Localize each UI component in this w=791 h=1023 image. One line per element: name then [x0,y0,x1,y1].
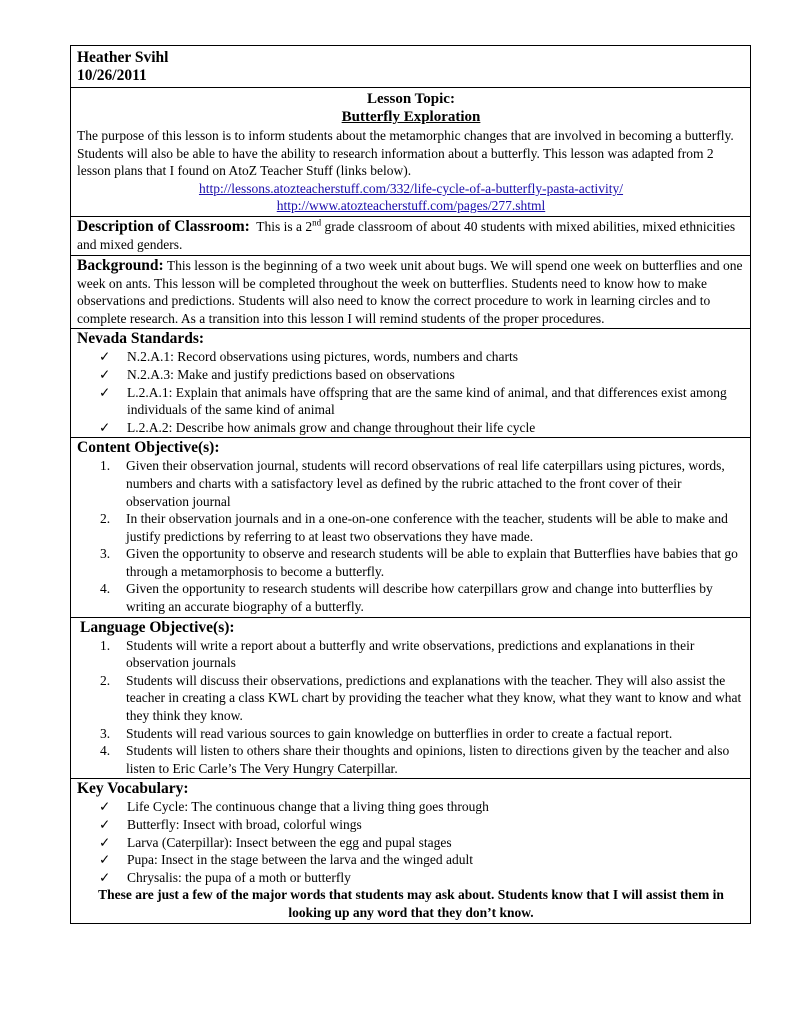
vocabulary-heading: Key Vocabulary: [77,780,189,798]
vocabulary-row [71,779,751,923]
item-number: 4. [100,743,111,759]
item-number: 1. [100,458,111,474]
checkmark-icon: ✓ [99,366,111,382]
standard-text: N.2.A.1: Record observations using pictures, words, numbers and charts [127,349,519,365]
list-item [77,510,745,545]
item-number: 4. [100,581,111,597]
topic-purpose: The purpose of this lesson is to inform students about the metamorphic changes that are involved in becoming a butterfly. Students will also be able to have the ability to research information about a butterfly. This lesson was adapted from 2 lesson plans that I found on AtoZ Teacher Stuff (links below). [77,128,734,179]
objective-text: Given the opportunity to research students will describe how caterpillars grow and change into butterflies by writing an accurate biography of a butterfly. [126,581,713,615]
classroom-superscript: nd [312,217,322,228]
checkmark-icon: ✓ [99,817,111,832]
list-item [77,348,745,366]
list-item [77,457,745,510]
standard-text: N.2.A.3: Make and justify predictions based on observations [127,366,455,382]
vocabulary-note: These are just a few of the major words that students may ask about. Students know that I will assist them in looking up any word that they don’t know. [98,887,724,920]
vocabulary-list [77,798,745,886]
vocabulary-term: Pupa: Insect in the stage between the larva and the winged adult [127,852,474,868]
checkmark-icon: ✓ [99,799,111,815]
language-objectives-heading: Language Objective(s): [80,618,235,636]
item-number: 1. [100,637,111,653]
list-item [77,366,745,384]
background-text: This lesson is the beginning of a two week unit about bugs. We will spend one week on butterflies and one week on ants. This lesson will be completed throughout the week on butterflies. Students need to know how to make observations and predictions. Students will also need to know the correct procedure to work in learning circles and to complete research. As a transition into this lesson I will remind students of the proper procedures. [77,257,743,326]
objective-text: Students will listen to others share their thoughts and opinions, listen to directions given by the teacher and also listen to Eric Carle’s The Very Hungry Caterpillar. [126,743,730,776]
topic-title: Butterfly Exploration [341,109,481,125]
standards-heading: Nevada Standards: [77,330,205,348]
standards-list [77,348,745,436]
classroom-text-after: grade classroom of about 40 students with mixed abilities, mixed ethnicities and mixed genders. [77,218,736,252]
background-row [71,255,751,329]
list-item [77,742,745,777]
header-row [71,46,751,88]
standards-row [71,329,751,438]
language-objectives-list [77,637,745,778]
list-item [77,725,745,743]
vocabulary-term: Butterfly: Insect with broad, colorful wings [127,817,362,832]
lesson-link-1[interactable]: http://lessons.atozteacherstuff.com/332/life-cycle-of-a-butterfly-pasta-activity/ [198,180,624,196]
lesson-date: 10/26/2011 [77,67,147,84]
checkmark-icon: ✓ [99,852,111,868]
lesson-plan-document [70,45,751,924]
content-objectives-row [71,438,751,617]
vocabulary-term: Larva (Caterpillar): Insect between the egg and pupal stages [127,834,452,850]
classroom-heading: Description of Classroom: [77,217,250,235]
list-item [77,798,745,816]
list-item [77,419,745,437]
checkmark-icon: ✓ [99,349,111,365]
item-number: 3. [100,546,111,562]
list-item [77,816,745,834]
checkmark-icon: ✓ [99,834,111,850]
background-heading: Background: [77,256,164,274]
vocabulary-term: Life Cycle: The continuous change that a living thing goes through [127,799,489,815]
lesson-link-2[interactable]: http://www.atozteacherstuff.com/pages/277.shtml [276,198,546,214]
standard-text: L.2.A.2: Describe how animals grow and change throughout their life cycle [127,419,536,435]
checkmark-icon: ✓ [99,869,111,885]
standard-text: L.2.A.1: Explain that animals have offspring that are the same kind of animal, and that differences exist among individuals of the same kind of animal [127,384,727,418]
author-name: Heather Svihl [77,49,169,66]
item-number: 2. [100,672,111,688]
objective-text: Students will discuss their observations, predictions and explanations with the teacher. They will also assist the teacher in creating a class KWL chart by providing the teacher what they know, what they want to know and what they think they know. [126,672,742,724]
vocabulary-term: Chrysalis: the pupa of a moth or butterfly [127,869,351,885]
objective-text: Students will read various sources to gain knowledge on butterflies in order to create a factual report. [126,725,673,741]
item-number: 2. [100,511,111,527]
list-item [77,851,745,869]
classroom-row [71,216,751,255]
list-item [77,672,745,725]
checkmark-icon: ✓ [99,384,111,400]
list-item [77,637,745,672]
topic-label: Lesson Topic: [367,91,455,107]
objective-text: Given the opportunity to observe and research students will be able to explain that Butterflies have babies that go through a metamorphosis to become a butterfly. [126,546,738,579]
list-item [77,834,745,852]
checkmark-icon: ✓ [99,419,111,435]
objective-text: Given their observation journal, students will record observations of real life caterpillars using pictures, words, numbers and charts with a satisfactory level as defined by the rubric attached to the front cover of their observation journal [126,458,725,509]
content-objectives-heading: Content Objective(s): [77,439,220,457]
topic-row [71,88,751,217]
list-item [77,869,745,887]
list-item [77,580,745,615]
language-objectives-row [71,617,751,779]
item-number: 3. [100,725,111,741]
list-item [77,545,745,580]
lesson-plan-table [70,45,751,924]
classroom-text-before: This is a 2 [256,218,313,234]
list-item [77,384,745,419]
content-objectives-list [77,457,745,615]
objective-text: In their observation journals and in a one-on-one conference with the teacher, students will be able to make and justify predictions by referring to at least two observations they have made. [126,511,728,544]
objective-text: Students will write a report about a butterfly and write observations, predictions and explanations in their observation journals [126,637,695,671]
